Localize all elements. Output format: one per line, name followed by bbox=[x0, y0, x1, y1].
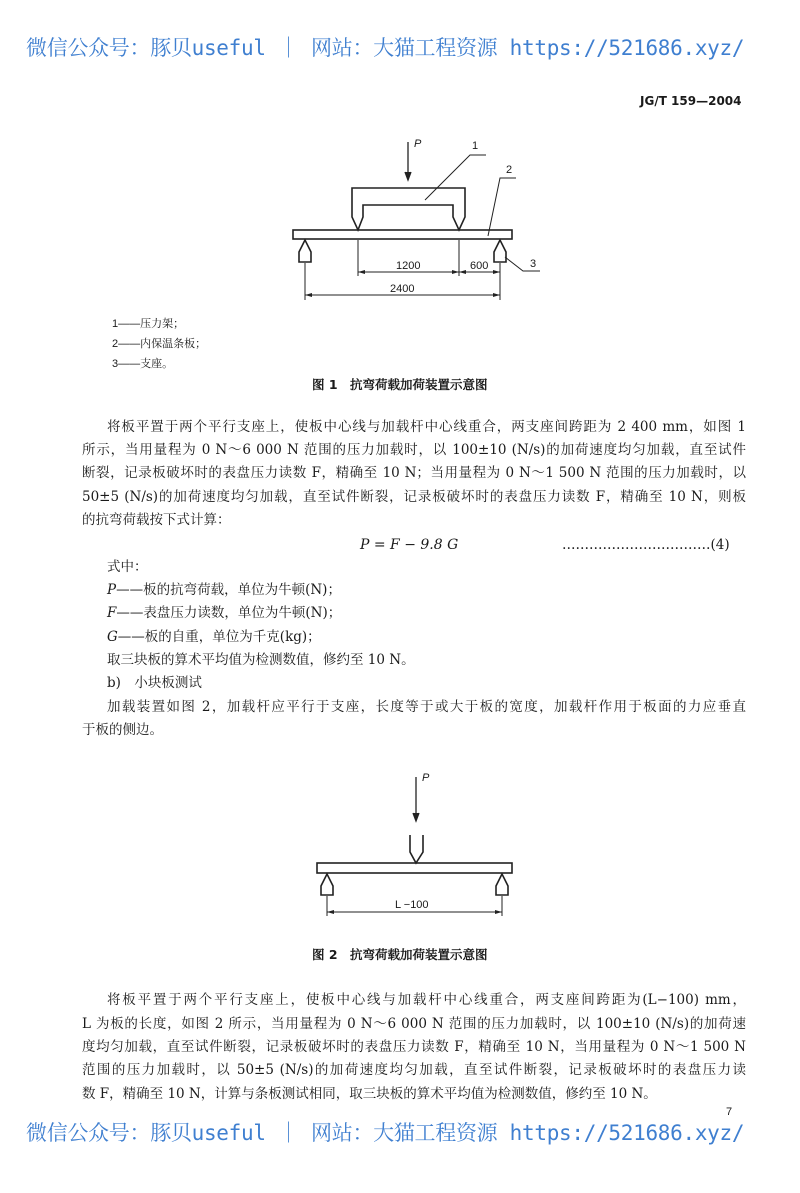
load-arrow-fig2 bbox=[413, 777, 419, 821]
rounding-note: 取三块板的算术平均值为检测数值，修约至 10 N。 bbox=[107, 652, 415, 668]
load-label-p: P bbox=[414, 138, 422, 150]
callout-2: 2 bbox=[506, 164, 513, 176]
load-label-p-fig2: P bbox=[422, 772, 430, 784]
formula-number: ……………………………(4) bbox=[562, 537, 730, 553]
dimension-1200: 1200 bbox=[396, 260, 421, 272]
load-arrow bbox=[405, 142, 411, 180]
dimension-l-minus-100: L −100 bbox=[395, 899, 429, 911]
symbol-description: ——表盘压力读数，单位为牛顿(N)； bbox=[116, 605, 342, 621]
figure-2-caption: 图 2 抗弯荷载加荷装置示意图 bbox=[312, 947, 488, 962]
callout-1: 1 bbox=[472, 140, 479, 152]
para1-line: 所示，当用量程为 0 N～6 000 N 范围的压力加载时，以 100±10 (N/s)的加荷速度均匀加载，直至试件 bbox=[82, 442, 746, 458]
support-right-fig2 bbox=[496, 874, 508, 895]
section-b-line: 于板的侧边。 bbox=[82, 722, 163, 738]
formula: P = F − 9.8 G bbox=[360, 537, 459, 553]
support-left-fig2 bbox=[321, 874, 333, 895]
symbol-description: ——板的自重，单位为千克(kg)； bbox=[117, 629, 321, 645]
where-item-p bbox=[107, 581, 341, 599]
legend-item-3: 3——支座。 bbox=[112, 358, 174, 370]
panel-beam bbox=[293, 230, 512, 239]
legend-item-2: 2——内保温条板； bbox=[112, 338, 207, 350]
standard-number: JG/T 159—2004 bbox=[640, 94, 742, 108]
para1-line: 断裂，记录板破坏时的表盘压力读数 F，精确至 10 N；当用量程为 0 N～1 500 N 范围的压力加载时，以 bbox=[82, 465, 746, 481]
para1-line: 将板平置于两个平行支座上，使板中心线与加载杆中心线重合，两支座间跨距为 2 400 mm，如图 1 bbox=[107, 419, 746, 435]
where-title: 式中： bbox=[107, 559, 148, 575]
pressure-frame bbox=[352, 188, 465, 230]
para1-line: 的抗弯荷载按下式计算： bbox=[82, 512, 231, 528]
para1-line: 50±5 (N/s)的加荷速度均匀加载，直至试件断裂，记录板破坏时的表盘压力读数 F，精确至 10 N，则板 bbox=[82, 489, 746, 505]
dimension-600: 600 bbox=[470, 260, 489, 272]
para2-line: 将板平置于两个平行支座上，使板中心线与加载杆中心线重合，两支座间跨距为(L−100) mm， bbox=[107, 992, 746, 1008]
para2-line: 范围的压力加载时，以 50±5 (N/s)的加荷速度均匀加载，直至试件断裂，记录板破坏时的表盘压力读 bbox=[82, 1062, 746, 1078]
callout-3: 3 bbox=[530, 258, 537, 270]
symbol: F bbox=[107, 605, 117, 621]
where-item-f bbox=[107, 604, 341, 622]
figure-1-caption: 图 1 抗弯荷载加荷装置示意图 bbox=[312, 377, 488, 392]
symbol: G bbox=[107, 629, 118, 645]
loading-knife bbox=[410, 835, 423, 863]
legend-item-1: 1——压力架； bbox=[112, 318, 185, 330]
where-item-g bbox=[107, 628, 321, 646]
support-right bbox=[494, 240, 506, 262]
section-b-heading: b) 小块板测试 bbox=[107, 675, 202, 691]
symbol: P bbox=[107, 582, 117, 598]
symbol-description: ——板的抗弯荷载，单位为牛顿(N)； bbox=[116, 582, 341, 598]
para2-line: 度均匀加载，直至试件断裂，记录板破坏时的表盘压力读数 F，精确至 10 N，当用量程为 0 N～1 500 N bbox=[82, 1039, 746, 1055]
dimension-2400: 2400 bbox=[390, 283, 415, 295]
watermark-top: 微信公众号：豚贝useful ｜ 网站：大猫工程资源 https://521686.xyz/ bbox=[26, 36, 745, 60]
panel-beam-fig2 bbox=[317, 863, 512, 873]
support-left bbox=[299, 240, 311, 262]
para2-line: L 为板的长度，如图 2 所示，当用量程为 0 N～6 000 N 范围的压力加载时，以 100±10 (N/s)的加荷速 bbox=[82, 1016, 746, 1032]
page-number: 7 bbox=[726, 1106, 733, 1118]
watermark-bottom: 微信公众号：豚贝useful ｜ 网站：大猫工程资源 https://521686.xyz/ bbox=[26, 1121, 745, 1145]
para2-line: 数 F，精确至 10 N，计算与条板测试相同，取三块板的算术平均值为检测数值，修约至 10 N。 bbox=[82, 1086, 657, 1102]
section-b-line: 加载装置如图 2，加载杆应平行于支座，长度等于或大于板的宽度，加载杆作用于板面的力应垂直 bbox=[107, 699, 746, 715]
